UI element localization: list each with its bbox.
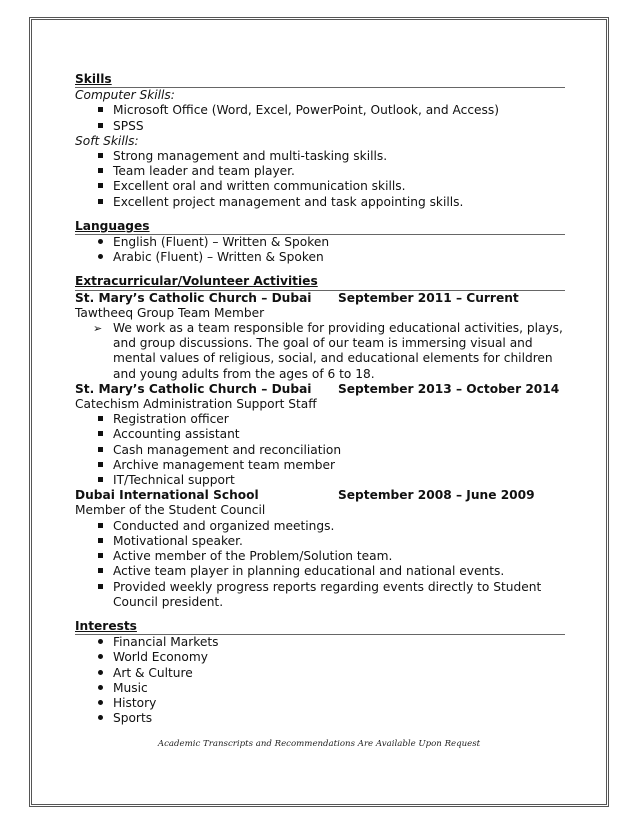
list-item: English (Fluent) – Written & Spoken	[75, 235, 565, 250]
activity-organization: Dubai International School	[75, 488, 259, 503]
arrow-bullet-icon: ➢	[93, 322, 103, 336]
list-item: Strong management and multi-tasking skills.	[75, 149, 565, 164]
list-item: History	[75, 696, 565, 711]
round-bullet-icon	[93, 235, 107, 250]
activity-header	[75, 291, 565, 306]
interests-list	[75, 635, 565, 726]
square-bullet-icon	[93, 549, 107, 564]
section-title-skills: Skills	[75, 72, 565, 88]
square-bullet-icon	[93, 519, 107, 534]
list-item: Active team player in planning educational and national events.	[75, 564, 565, 579]
round-bullet-icon	[93, 250, 107, 265]
computer-skills-label: Computer Skills:	[75, 88, 175, 103]
activity-duties-list	[75, 519, 565, 610]
list-item: Cash management and reconciliation	[75, 443, 565, 458]
square-bullet-icon	[93, 458, 107, 473]
soft-skills-label: Soft Skills:	[75, 133, 139, 148]
footer-note: Academic Transcripts and Recommendations Are Available Upon Request	[157, 739, 481, 749]
square-bullet-icon	[93, 443, 107, 458]
round-bullet-icon	[93, 650, 107, 665]
list-item: Music	[75, 681, 565, 696]
list-item: Conducted and organized meetings.	[75, 519, 565, 534]
round-bullet-icon	[93, 711, 107, 726]
soft-skills-list	[75, 149, 565, 210]
square-bullet-icon	[93, 564, 107, 579]
list-item: Team leader and team player.	[75, 164, 565, 179]
round-bullet-icon	[93, 635, 107, 650]
round-bullet-icon	[93, 681, 107, 696]
list-item: Art & Culture	[75, 666, 565, 681]
activity-header	[75, 382, 565, 397]
list-item: Active member of the Problem/Solution team.	[75, 549, 565, 564]
activity-dates: September 2013 – October 2014	[338, 381, 560, 396]
square-bullet-icon	[93, 119, 107, 134]
activity-role: Member of the Student Council	[75, 503, 266, 518]
round-bullet-icon	[93, 666, 107, 681]
square-bullet-icon	[93, 580, 107, 595]
activity-duties-list	[75, 412, 565, 488]
square-bullet-icon	[93, 427, 107, 442]
round-bullet-icon	[93, 696, 107, 711]
list-item: Excellent project management and task appointing skills.	[75, 195, 565, 210]
activity-dates: September 2008 – June 2009	[338, 488, 535, 503]
list-item: Motivational speaker.	[75, 534, 565, 549]
square-bullet-icon	[93, 412, 107, 427]
list-item: Excellent oral and written communication skills.	[75, 179, 565, 194]
languages-list	[75, 235, 565, 265]
activity-organization: St. Mary’s Catholic Church – Dubai	[75, 290, 312, 305]
list-item: Sports	[75, 711, 565, 726]
list-item: SPSS	[75, 119, 565, 134]
square-bullet-icon	[93, 179, 107, 194]
section-title-interests: Interests	[75, 619, 565, 635]
resume-content	[75, 72, 565, 726]
list-item: Arabic (Fluent) – Written & Spoken	[75, 250, 565, 265]
square-bullet-icon	[93, 103, 107, 118]
square-bullet-icon	[93, 473, 107, 488]
square-bullet-icon	[93, 195, 107, 210]
list-item: IT/Technical support	[75, 473, 565, 488]
list-item: Microsoft Office (Word, Excel, PowerPoint, Outlook, and Access)	[75, 103, 565, 118]
list-item: Provided weekly progress reports regarding events directly to Student Council president.	[75, 580, 565, 610]
list-item: Registration officer	[75, 412, 565, 427]
activity-role: Tawtheeq Group Team Member	[75, 305, 265, 320]
list-item: Archive management team member	[75, 458, 565, 473]
square-bullet-icon	[93, 534, 107, 549]
list-item: Accounting assistant	[75, 427, 565, 442]
activity-organization: St. Mary’s Catholic Church – Dubai	[75, 381, 312, 396]
section-title-activities: Extracurricular/Volunteer Activities	[75, 274, 565, 290]
list-item: World Economy	[75, 650, 565, 665]
activity-description: ➢ We work as a team responsible for providing educational activities, plays, and group discussions. The goal of our team is immersing visual and mental values of religious, social, and educational elements for children and young adults from the ages of 6 to 18.	[93, 321, 563, 381]
square-bullet-icon	[93, 164, 107, 179]
activity-header	[75, 488, 565, 503]
section-title-languages: Languages	[75, 219, 565, 235]
list-item: Financial Markets	[75, 635, 565, 650]
computer-skills-list	[75, 103, 565, 133]
square-bullet-icon	[93, 149, 107, 164]
activity-role: Catechism Administration Support Staff	[75, 397, 317, 412]
activity-dates: September 2011 – Current	[338, 290, 519, 305]
